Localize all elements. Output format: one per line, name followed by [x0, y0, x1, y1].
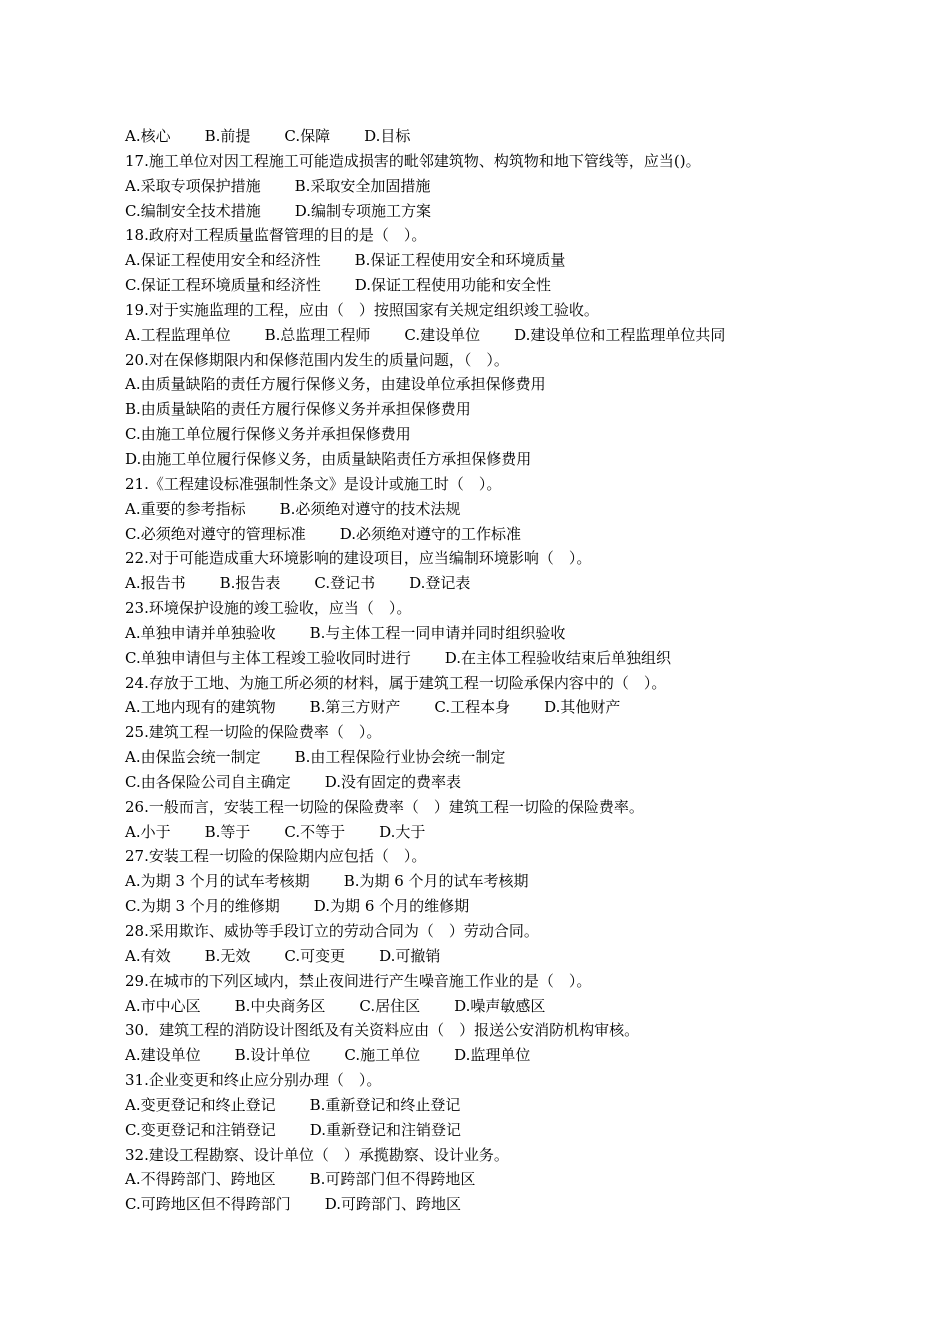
question-text: 17.施工单位对因工程施工可能造成损害的毗邻建筑物、构筑物和地下管线等，应当()。 — [125, 151, 701, 170]
answer-option: D.由施工单位履行保修义务，由质量缺陷责任方承担保修费用 — [125, 449, 532, 468]
options-row — [125, 522, 825, 547]
answer-option: B.可跨部门但不得跨地区 — [309, 1170, 476, 1189]
answer-option: C.可变更 — [284, 946, 346, 965]
answer-option: B.采取安全加固措施 — [294, 176, 431, 195]
answer-option: C.由施工单位履行保修义务并承担保修费用 — [125, 425, 411, 444]
answer-option: C.为期 3 个月的维修期 — [125, 897, 280, 916]
answer-option: C.工程本身 — [434, 698, 511, 717]
answer-option: B.无效 — [204, 946, 251, 965]
options-row — [125, 248, 825, 273]
answer-option: C.不等于 — [284, 822, 346, 841]
answer-option: C.由各保险公司自主确定 — [125, 772, 291, 791]
options-row — [125, 695, 825, 720]
answer-option: B.第三方财产 — [309, 698, 401, 717]
options-row — [125, 894, 825, 919]
answer-option: B.总监理工程师 — [264, 325, 371, 344]
question-text: 29.在城市的下列区域内，禁止夜间进行产生噪音施工作业的是（ ）。 — [125, 971, 592, 990]
answer-option: D.可跨部门、跨地区 — [324, 1195, 461, 1214]
answer-option: D.噪声敏感区 — [454, 996, 546, 1015]
options-row — [125, 820, 825, 845]
question-text: 28.采用欺诈、威协等手段订立的劳动合同为（ ）劳动合同。 — [125, 922, 539, 940]
answer-option: C.变更登记和注销登记 — [125, 1120, 276, 1139]
answer-option: D.保证工程使用功能和安全性 — [354, 276, 551, 295]
answer-option: D.目标 — [364, 127, 411, 145]
question-text: 20.对在保修期限内和保修范围内发生的质量问题，（ ）。 — [125, 350, 509, 369]
answer-option: B.保证工程使用安全和环境质量 — [354, 251, 566, 270]
options-row — [125, 397, 825, 422]
question-text: 19.对于实施监理的工程，应由（ ）按照国家有关规定组织竣工验收。 — [125, 300, 599, 319]
answer-option: C.居住区 — [359, 996, 421, 1015]
answer-option: A.建设单位 — [125, 1046, 201, 1065]
options-row — [125, 1043, 825, 1068]
answer-option: A.工程监理单位 — [125, 325, 231, 344]
question-text: 31.企业变更和终止应分别办理（ ）。 — [125, 1071, 382, 1090]
options-row — [125, 372, 825, 397]
answer-option: D.建设单位和工程监理单位共同 — [514, 325, 726, 344]
answer-option: B.前提 — [204, 127, 251, 145]
options-row — [125, 869, 825, 894]
answer-option: C.施工单位 — [344, 1046, 421, 1065]
options-row — [125, 323, 825, 348]
answer-option: A.小于 — [125, 822, 171, 841]
answer-option: D.为期 6 个月的维修期 — [313, 897, 470, 916]
question-text: 24.存放于工地、为施工所必须的材料，属于建筑工程一切险承保内容中的（ ）。 — [125, 673, 667, 692]
options-row — [125, 124, 825, 149]
answer-option: B.重新登记和终止登记 — [309, 1095, 461, 1114]
answer-option: B.中央商务区 — [234, 996, 326, 1015]
answer-option: D.监理单位 — [454, 1046, 531, 1065]
options-row — [125, 1093, 825, 1118]
answer-option: B.报告表 — [219, 574, 281, 593]
answer-option: A.由质量缺陷的责任方履行保修义务，由建设单位承担保修费用 — [125, 375, 546, 394]
answer-option: A.核心 — [125, 127, 171, 145]
options-row — [125, 174, 825, 199]
question-text: 22.对于可能造成重大环境影响的建设项目，应当编制环境影响（ ）。 — [125, 549, 592, 568]
answer-option: A.单独申请并单独验收 — [125, 623, 276, 642]
answer-option: D.编制专项施工方案 — [294, 201, 431, 220]
answer-option: D.其他财产 — [544, 698, 621, 717]
answer-option: D.登记表 — [409, 574, 471, 593]
answer-option: A.报告书 — [125, 574, 186, 593]
answer-option: B.由工程保险行业协会统一制定 — [294, 748, 506, 767]
answer-option: C.建设单位 — [404, 325, 481, 344]
answer-option: C.编制安全技术措施 — [125, 201, 261, 220]
question-text: 23.环境保护设施的竣工验收，应当（ ）。 — [125, 599, 412, 618]
options-row — [125, 422, 825, 447]
answer-option: B.设计单位 — [234, 1046, 311, 1065]
options-row — [125, 745, 825, 770]
answer-option: B.由质量缺陷的责任方履行保修义务并承担保修费用 — [125, 400, 471, 419]
answer-option: D.大于 — [379, 822, 426, 841]
document-page — [125, 124, 825, 1217]
answer-option: A.市中心区 — [125, 996, 201, 1015]
options-row — [125, 1118, 825, 1143]
answer-option: B.等于 — [204, 822, 251, 841]
answer-option: C.保证工程环境质量和经济性 — [125, 276, 321, 295]
answer-option: C.登记书 — [314, 574, 376, 593]
options-row — [125, 944, 825, 969]
question-text: 27.安装工程一切险的保险期内应包括（ ）。 — [125, 847, 427, 866]
answer-option: C.必须绝对遵守的管理标准 — [125, 524, 306, 543]
answer-option: D.没有固定的费率表 — [324, 772, 461, 791]
answer-option: A.保证工程使用安全和经济性 — [125, 251, 321, 270]
question-text: 30．建筑工程的消防设计图纸及有关资料应由（ ）报送公安消防机构审核。 — [125, 1021, 640, 1040]
answer-option: B.必须绝对遵守的技术法规 — [279, 499, 461, 518]
answer-option: D.在主体工程验收结束后单独组织 — [444, 648, 671, 667]
answer-option: C.单独申请但与主体工程竣工验收同时进行 — [125, 648, 411, 667]
question-text: 32.建设工程勘察、设计单位（ ）承揽勘察、设计业务。 — [125, 1145, 509, 1164]
answer-option: A.由保监会统一制定 — [125, 748, 261, 767]
question-text: 21.《工程建设标准强制性条文》是设计或施工时（ ）。 — [125, 474, 502, 493]
options-row — [125, 273, 825, 298]
answer-option: A.重要的参考指标 — [125, 499, 246, 518]
options-row — [125, 571, 825, 596]
options-row — [125, 447, 825, 472]
options-row — [125, 646, 825, 671]
answer-option: C.可跨地区但不得跨部门 — [125, 1195, 291, 1214]
question-text: 18.政府对工程质量监督管理的目的是（ ）。 — [125, 226, 427, 245]
answer-option: B.与主体工程一同申请并同时组织验收 — [309, 623, 566, 642]
options-row — [125, 199, 825, 224]
answer-option: A.采取专项保护措施 — [125, 176, 261, 195]
answer-option: D.必须绝对遵守的工作标准 — [339, 524, 521, 543]
answer-option: D.可撤销 — [379, 946, 441, 965]
answer-option: A.不得跨部门、跨地区 — [125, 1170, 276, 1189]
options-row — [125, 994, 825, 1019]
options-row — [125, 621, 825, 646]
options-row — [125, 1167, 825, 1192]
options-row — [125, 497, 825, 522]
options-row — [125, 770, 825, 795]
answer-option: A.变更登记和终止登记 — [125, 1095, 276, 1114]
answer-option: D.重新登记和注销登记 — [309, 1120, 461, 1139]
question-text: 25.建筑工程一切险的保险费率（ ）。 — [125, 723, 382, 742]
answer-option: A.有效 — [125, 946, 171, 965]
question-text: 26.一般而言，安装工程一切险的保险费率（ ）建筑工程一切险的保险费率。 — [125, 797, 644, 816]
answer-option: C.保障 — [284, 127, 331, 145]
options-row — [125, 1192, 825, 1217]
answer-option: A.为期 3 个月的试车考核期 — [125, 872, 310, 891]
answer-option: A.工地内现有的建筑物 — [125, 698, 276, 717]
answer-option: B.为期 6 个月的试车考核期 — [343, 872, 529, 891]
